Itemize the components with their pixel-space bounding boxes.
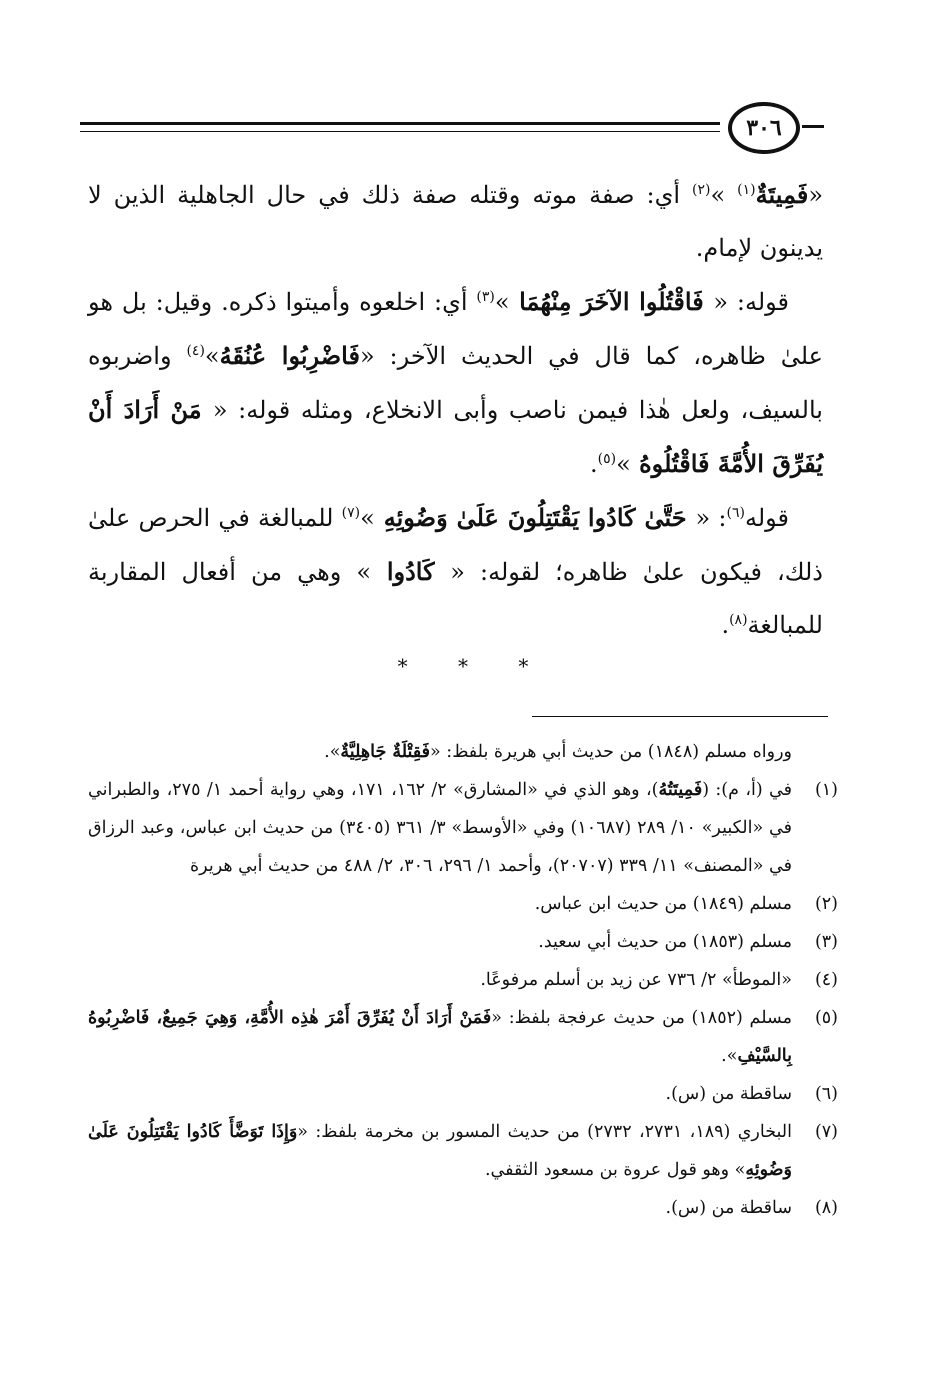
quote-close: »: [204, 342, 220, 370]
paragraph-3: [88, 491, 823, 652]
footnote-item: [88, 961, 838, 999]
commentary-text: : «: [695, 504, 727, 532]
page-number: ٣٠٦: [728, 102, 800, 154]
commentary-text: قوله: «: [713, 288, 790, 316]
footnote-quote: فَمَنْ أَرَادَ أَنْ يُفَرِّقَ أَمْرَ هٰذِه الأُمَّةِ، وَهِيَ جَمِيعٌ، فَاضْرِبُوهُ بِالسَّيْفِ: [88, 1008, 792, 1066]
footnote-ref: (٣): [476, 289, 495, 305]
hadith-quote: فَاضْرِبُوا عُنُقَهُ: [219, 341, 360, 370]
footnote-item: [88, 999, 838, 1075]
punctuation: .: [721, 611, 730, 639]
footnote-text: البخاري (١٨٩، ٢٧٣١، ٢٧٣٢) من حديث المسور بن مخرمة بلفظ: «: [297, 1122, 792, 1142]
footnote-text: مسلم (١٨٤٩) من حديث ابن عباس.: [534, 894, 792, 914]
footnote-text: مسلم (١٨٥٣) من حديث أبي سعيد.: [538, 932, 792, 952]
footnote-number: (٨): [814, 1198, 838, 1218]
page-header: [80, 98, 825, 160]
footnote-item: [88, 771, 838, 885]
footnote-item: [88, 1075, 838, 1113]
commentary-text: أي: اخلعوه وأميتوا ذكره. وقيل: بل هو علىٰ ظاهره، كما قال في الحديث الآخر: «: [88, 288, 823, 370]
footnotes: [88, 733, 838, 1227]
punctuation: .: [589, 450, 598, 478]
commentary-text: أي: صفة موته وقتله صفة ذلك في حال الجاهلية الذين لا يدينون لإمام.: [88, 181, 823, 262]
footnote-ref: (٤): [186, 343, 205, 359]
footnote-item: [88, 885, 838, 923]
commentary-text: للمبالغة في الحرص علىٰ ذلك، فيكون علىٰ ظاهره؛ لقوله: «: [88, 504, 823, 586]
footnote-text: ورواه مسلم (١٨٤٨) من حديث أبي هريرة بلفظ: «: [430, 742, 792, 762]
footnote-quote: فَمِيتَتُهُ: [658, 780, 703, 800]
footnote-number: (٥): [814, 1008, 838, 1028]
paragraph-1: [88, 168, 823, 275]
header-rule-tail: [802, 125, 824, 128]
footnote-text: ».: [324, 742, 341, 762]
commentary-text: واضربوه بالسيف، ولعل هٰذا فيمن ناصب وأبى الانخلاع، ومثله قوله: «: [88, 342, 823, 424]
footnote-text: )، وهو الذي في «المشارق» ٢/ ١٦٢، ١٧١، وهي رواية أحمد ١/ ٢٧٥، والطبراني في «الكبير» ١٠/ ٢٨٩ (١٠٦٨٧) وفي «الأوسط» ٣/ ٣٦١ (٣٤٠٥) من حديث ابن عباس، وعبد الرزاق في «المصنف» ١١/ ٣٣٩ (٢٠٧٠٧)، وأحمد ١/ ٢٩٦، ٣٠٦، ٢/ ٤٨٨ من حديث أبي هريرة: [88, 780, 793, 876]
footnote-number: (٢): [814, 894, 838, 914]
footnote-ref: (١): [737, 182, 756, 198]
footnote-ref: (٥): [597, 451, 617, 467]
footnote-number: (١): [814, 780, 838, 800]
quote-close: »: [616, 450, 631, 478]
footnote-text: ساقطة من (س).: [665, 1198, 792, 1218]
quote-close: »: [494, 288, 510, 316]
quote-close: »: [360, 504, 375, 532]
footnote-number: (٣): [814, 932, 838, 952]
footnote-ref: (٦): [726, 505, 745, 521]
footnote-number: (٤): [814, 970, 838, 990]
footnote-divider: [532, 716, 828, 717]
footnote-item: [88, 1189, 838, 1227]
main-text: [88, 168, 823, 652]
hadith-quote: فَمِيتَةٌ: [755, 180, 809, 209]
section-separator: * * *: [397, 654, 551, 678]
footnote-quote: فَقِتْلَةٌ جَاهِلِيَّةٌ: [340, 742, 431, 762]
footnote-text: «الموطأ» ٢/ ٧٣٦ عن زيد بن أسلم مرفوعًا.: [480, 970, 792, 990]
footnote-number: (٦): [814, 1084, 838, 1104]
footnote-ref: (٧): [341, 505, 361, 521]
header-rule-thin: [80, 131, 720, 132]
hadith-quote: مَنْ أَرَادَ أَنْ يُفَرِّقَ الأُمَّةَ فَاقْتُلُوهُ: [88, 395, 823, 478]
commentary-text: قوله: [744, 504, 790, 532]
hadith-quote: فَاقْتُلُوا الآخَرَ مِنْهُمَا: [509, 287, 714, 316]
footnote-ref: (٨): [729, 612, 748, 628]
footnote-item: [88, 1113, 838, 1189]
hadith-quote: كَادُوا: [371, 557, 451, 586]
footnote-item: [88, 923, 838, 961]
commentary-text: » وهي من أفعال المقاربة للمبالغة: [88, 558, 823, 639]
header-rule: [80, 122, 720, 125]
footnote-text: مسلم (١٨٥٢) من حديث عرفجة بلفظ: «: [491, 1008, 792, 1028]
quote-open: «: [808, 181, 824, 209]
footnote-text: في (أ، م): (: [702, 780, 792, 800]
footnote-text: ».: [721, 1046, 738, 1066]
quote-close: »: [710, 181, 738, 209]
footnote-number: (٧): [814, 1122, 838, 1142]
hadith-quote: حَتَّىٰ كَادُوا يَقْتَتِلُونَ عَلَىٰ وَضُوئِهِ: [374, 503, 696, 532]
footnote-text: » وهو قول عروة بن مسعود الثقفي.: [484, 1160, 746, 1180]
footnote-ref: (٢): [692, 182, 711, 198]
footnote-lead: [88, 733, 838, 771]
footnote-text: ساقطة من (س).: [665, 1084, 792, 1104]
paragraph-2: [88, 275, 823, 491]
footnote-quote: وَإِذَا تَوَضَّأَ كَادُوا يَقْتَتِلُونَ عَلَىٰ وَضُوئِهِ: [88, 1122, 792, 1180]
